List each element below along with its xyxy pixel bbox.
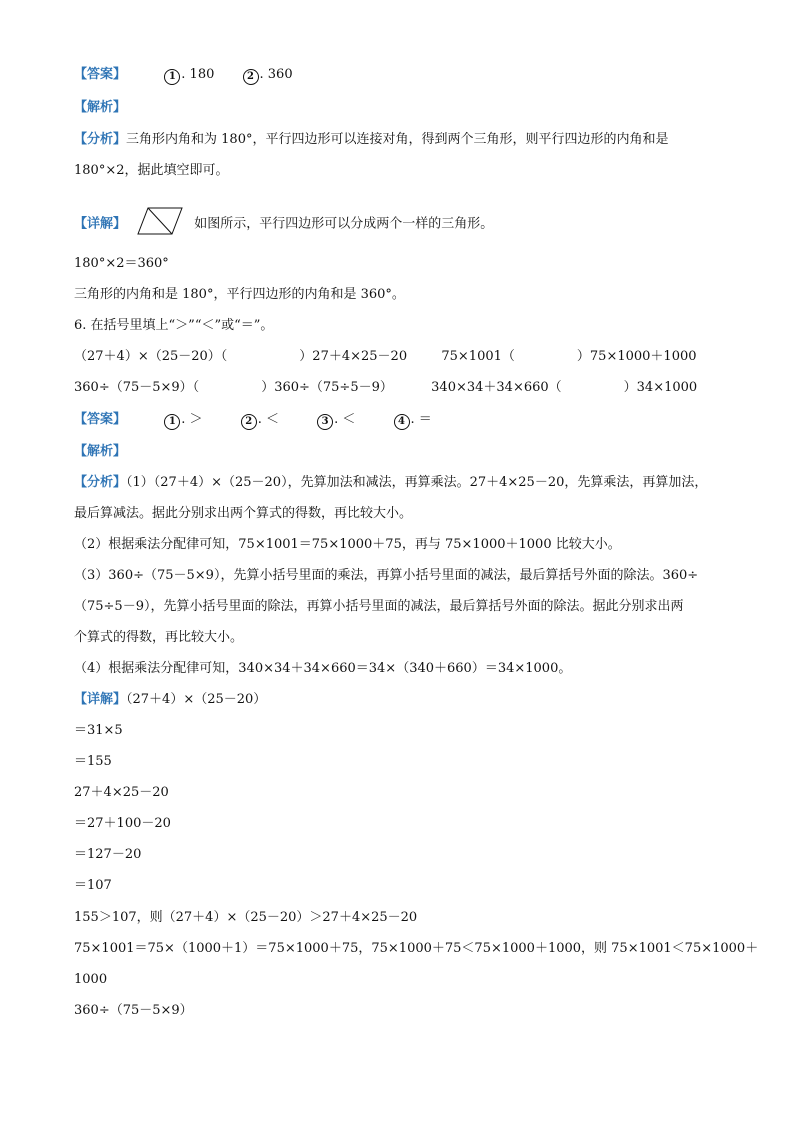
answer-tag: 【答案】	[74, 67, 127, 82]
q6-answer-3: 3 . ＜	[317, 411, 355, 430]
detail-tag: 【详解】	[74, 692, 127, 707]
circled-number: 1	[164, 69, 180, 85]
q6-analysis-tag: 【解析】	[74, 444, 127, 459]
q6-title: 6. 在括号里填上“＞”“＜”或“＝”。	[74, 318, 274, 333]
q5-fenxi-line1: 【分析】三角形内角和为 180°，平行四边形可以连接对角，得到两个三角形，则平行四边形的内角和是	[74, 132, 669, 147]
q6-answer-4: 4 . ＝	[394, 411, 432, 430]
detail-tag: 【详解】	[74, 216, 127, 232]
q6-expr-4b: ）34×1000	[623, 380, 698, 395]
q5-conclusion: 三角形的内角和是 180°，平行四边形的内角和是 360°。	[74, 287, 405, 302]
calc-step: ＝107	[74, 878, 112, 893]
detail-text: 如图所示，平行四边形可以分成两个一样的三角形。	[194, 216, 494, 232]
q6-fenxi-4: （4）根据乘法分配律可知，340×34＋34×660＝34×（340＋660）＝34×1000。	[74, 661, 572, 676]
q5-analysis-tag: 【解析】	[74, 100, 127, 115]
q6-expr-2b: ）75×1000＋1000	[576, 349, 697, 364]
q6-expr-2a: 75×1001（	[441, 349, 515, 364]
calc-step: ＝155	[74, 754, 112, 769]
q5-calc: 180°×2＝360°	[74, 256, 169, 271]
calc-step: ＝127－20	[74, 847, 142, 862]
answer-tag: 【答案】	[74, 412, 127, 427]
q6-detail-line: 【详解】（27＋4）×（25－20）	[74, 692, 267, 707]
q6-row1	[74, 348, 697, 366]
q6-expr-1b: ）27＋4×25－20	[299, 349, 408, 364]
fenxi-tag: 【分析】	[74, 475, 127, 490]
q5-answer-1: 1 . 180	[164, 66, 214, 85]
q5-answer-line	[74, 66, 311, 85]
calc-step: ＝27＋100－20	[74, 816, 171, 831]
q6-expr-3a: 360÷（75－5×9）（	[74, 380, 200, 395]
circled-number: 2	[243, 69, 259, 85]
parallelogram-figure	[136, 206, 184, 242]
q5-answer-2: 2 . 360	[243, 66, 293, 85]
calc-step: 27＋4×25－20	[74, 785, 169, 800]
q6-fenxi-2: （2）根据乘法分配律可知，75×1001＝75×1000＋75，再与 75×1000＋1000 比较大小。	[74, 537, 621, 552]
q6-answer-1: 1 . ＞	[164, 411, 202, 430]
q5-fenxi-line2: 180°×2，据此填空即可。	[74, 163, 229, 178]
comparison-result: 75×1001＝75×（1000＋1）＝75×1000＋75，75×1000＋75＜75×1000＋1000，则 75×1001＜75×1000＋	[74, 941, 759, 956]
q6-fenxi-3-line2: （75÷5－9），先算小括号里面的除法，再算小括号里面的减法，最后算括号外面的除法。据此分别求出两	[74, 599, 684, 614]
fenxi-tag: 【分析】	[74, 132, 127, 147]
q6-answer-2: 2 . ＜	[241, 411, 279, 430]
calc-step: ＝31×5	[74, 723, 123, 738]
q6-fenxi-3-line1: （3）360÷（75－5×9），先算小括号里面的乘法，再算小括号里面的减法，最后算括号外面的除法。360÷	[74, 568, 699, 583]
calc-step: 360÷（75－5×9）	[74, 1003, 193, 1018]
q6-fenxi-1-line1: 【分析】（1）（27＋4）×（25－20），先算加法和减法，再算乘法。27＋4×25－20，先算乘法，再算加法，	[74, 475, 708, 490]
q6-fenxi-3-line3: 个算式的得数，再比较大小。	[74, 630, 244, 645]
q6-expr-3b: ）360÷（75÷5－9）	[261, 380, 393, 395]
q6-row2	[74, 379, 697, 397]
q5-detail-line	[74, 206, 493, 242]
comparison-result-cont: 1000	[74, 972, 108, 987]
q6-expr-1a: （27＋4）×（25－20）（	[74, 349, 228, 364]
q6-expr-4a: 340×34＋34×660（	[431, 380, 562, 395]
q6-answer-line	[74, 411, 450, 430]
q6-fenxi-1-line2: 最后算减法。据此分别求出两个算式的得数，再比较大小。	[74, 506, 413, 521]
comparison-result: 155＞107，则（27＋4）×（25－20）＞27＋4×25－20	[74, 910, 418, 925]
